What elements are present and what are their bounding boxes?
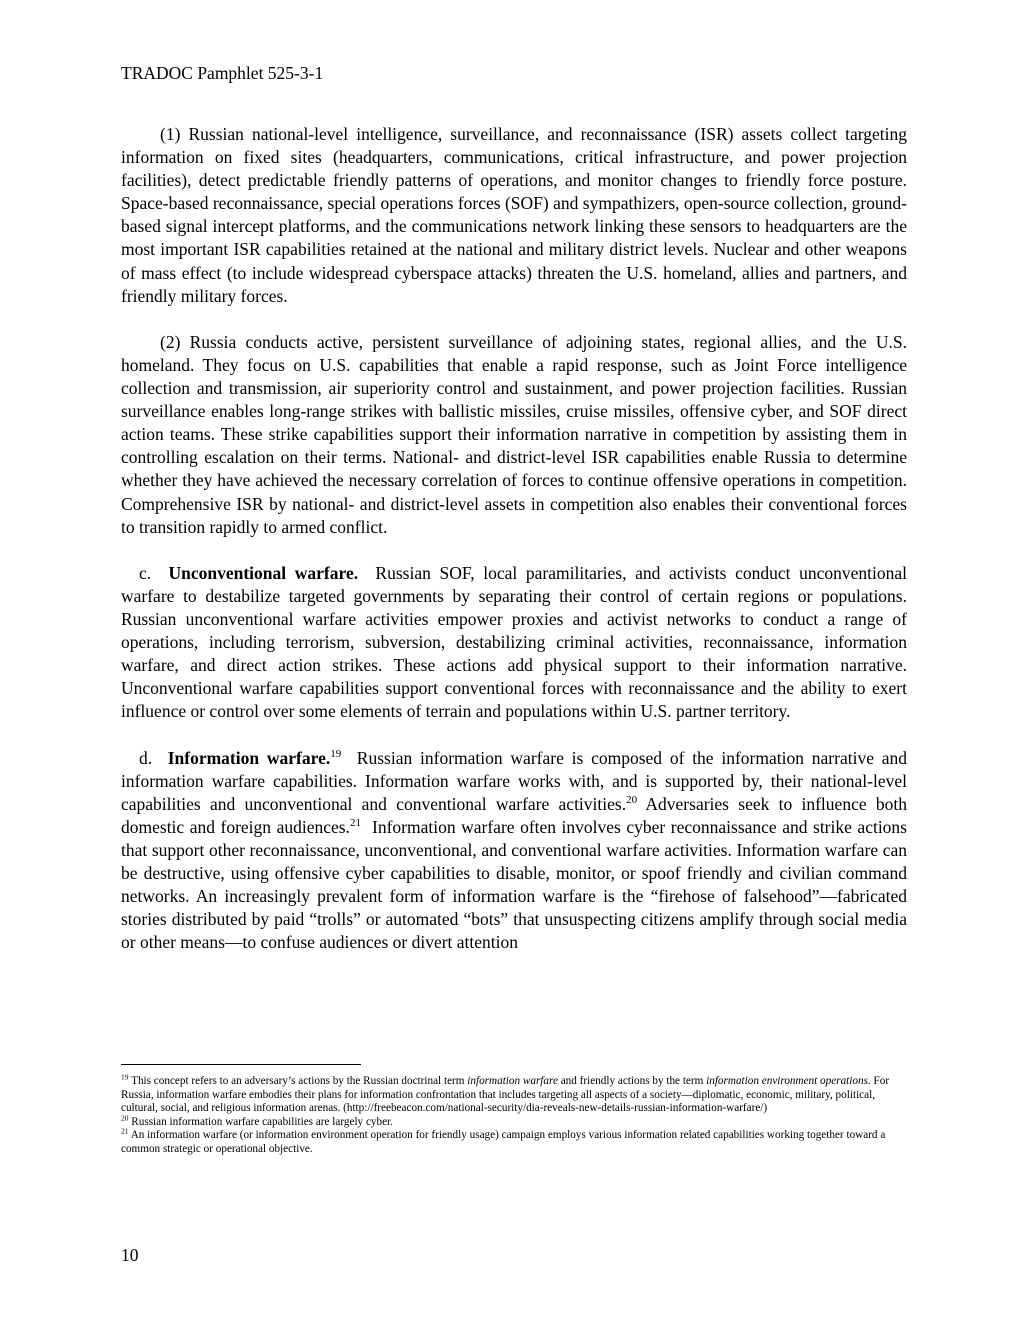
footnote-text: . For Russia, information warfare embodies their plans for information confrontation that includes targeting all aspects of a society—diplomatic, economic, military, political, cultural, social, and religious information arenas. (http://freebeacon.com/national-security/dia-reveals-new-details-russian-information-warfare/) (121, 1075, 890, 1115)
footnote-text: This concept refers to an adversary’s actions by the Russian doctrinal term (131, 1075, 468, 1087)
paragraph-c-text: Russian SOF, local paramilitaries, and activists conduct unconventional warfare to destabilize targeted governments by separating their control of certain regions or populations. Russian unconventional warfare activities empower proxies and activist networks to conduct a range of operations, including terrorism, subversion, destabilizing criminal activities, reconnaissance, information warfare, and direct action strikes. These actions add physical support to their information narrative. Unconventional warfare capabilities support conventional forces with reconnaissance and the ability to exert influence or control over some elements of terrain and populations within U.S. partner territory. (121, 562, 908, 722)
footnote-20 (121, 1113, 905, 1130)
footnote-italic-term: information warfare (467, 1075, 558, 1087)
footnote-text: An information warfare (or information environment operation for friendly usage) campaign employs various information related capabilities working together toward a common strategic or operational objective. (121, 1129, 886, 1155)
body-text (121, 123, 907, 977)
paragraph-2: (2) Russia conducts active, persistent surveillance of adjoining states, regional allies, and the U.S. homeland. They focus on U.S. capabilities that enable a rapid response, such as Joint Force intelligence collection and transmission, air superiority control and sustainment, and power projection facilities. Russian surveillance enables long-range strikes with ballistic missiles, cruise missiles, offensive cyber, and SOF direct action teams. These strike capabilities support their information narrative in competition by assisting them in controlling escalation on their terms. National- and district-level ISR capabilities enable Russia to determine whether they have achieved the necessary correlation of forces to continue offensive operations in competition. Comprehensive ISR by national- and district-level assets in competition also enables their conventional forces to transition rapidly to armed conflict. (121, 331, 907, 537)
running-header: TRADOC Pamphlet 525-3-1 (121, 63, 324, 83)
paragraph-d-letter: d. (139, 747, 153, 768)
footnotes (121, 1072, 905, 1157)
paragraph-d-text-3: Information warfare often involves cyber reconnaissance and strike actions that support other reconnaissance, unconventional, and conventional warfare activities. Information warfare can be destructive, using offensive cyber capabilities to disable, monitor, or spoof friendly and civilian command networks. An increasingly prevalent form of information warfare is the “firehose of falsehood”—fabricated stories distributed by paid “trolls” or automated “bots” that unsuspecting citizens amplify through social media or other means—to confuse audiences or divert attention (121, 816, 907, 953)
footnote-number: 20 (121, 1113, 129, 1123)
page-number: 10 (121, 1245, 139, 1265)
paragraph-c (121, 562, 907, 724)
paragraph-d-text-2: Adversaries seek to influence both domestic and foreign audiences. (121, 793, 907, 837)
footnote-number: 21 (121, 1126, 129, 1136)
footnote-separator (121, 1064, 361, 1065)
footnote-text: and friendly actions by the term (557, 1075, 707, 1087)
footnote-italic-term: information environment operations (706, 1075, 868, 1087)
footnote-text: Russian information warfare capabilities are largely cyber. (131, 1115, 393, 1128)
paragraph-d-heading: Information warfare. (167, 747, 331, 768)
paragraph-1: (1) Russian national-level intelligence, surveillance, and reconnaissance (ISR) assets collect targeting information on fixed sites (headquarters, communications, critical infrastructure, and power projection facilities), detect predictable friendly patterns of operations, and monitor changes to friendly force posture. Space-based reconnaissance, special operations forces (SOF) and sympathizers, open-source collection, ground-based signal intercept platforms, and the communications network linking these sensors to headquarters are the most important ISR capabilities retained at the national and military district levels. Nuclear and other weapons of mass effect (to include widespread cyberspace attacks) threaten the U.S. homeland, allies and partners, and friendly military forces. (121, 124, 907, 306)
footnote-ref-19[interactable]: 19 (330, 747, 342, 760)
paragraph-c-heading: Unconventional warfare. (168, 562, 359, 583)
paragraph-d-text-1: Russian information warfare is composed of the information narrative and information warfare capabilities. Information warfare works with, and is supported by, their national-level capabilities and unconventional and conventional warfare activities. (121, 747, 908, 814)
paragraph-c-letter: c. (139, 562, 152, 583)
footnote-ref-20[interactable]: 20 (626, 793, 638, 806)
footnote-19 (121, 1072, 905, 1116)
paragraph-d (121, 747, 907, 955)
footnote-number: 19 (121, 1072, 129, 1082)
footnote-ref-21[interactable]: 21 (349, 816, 361, 829)
footnote-21 (121, 1126, 905, 1156)
